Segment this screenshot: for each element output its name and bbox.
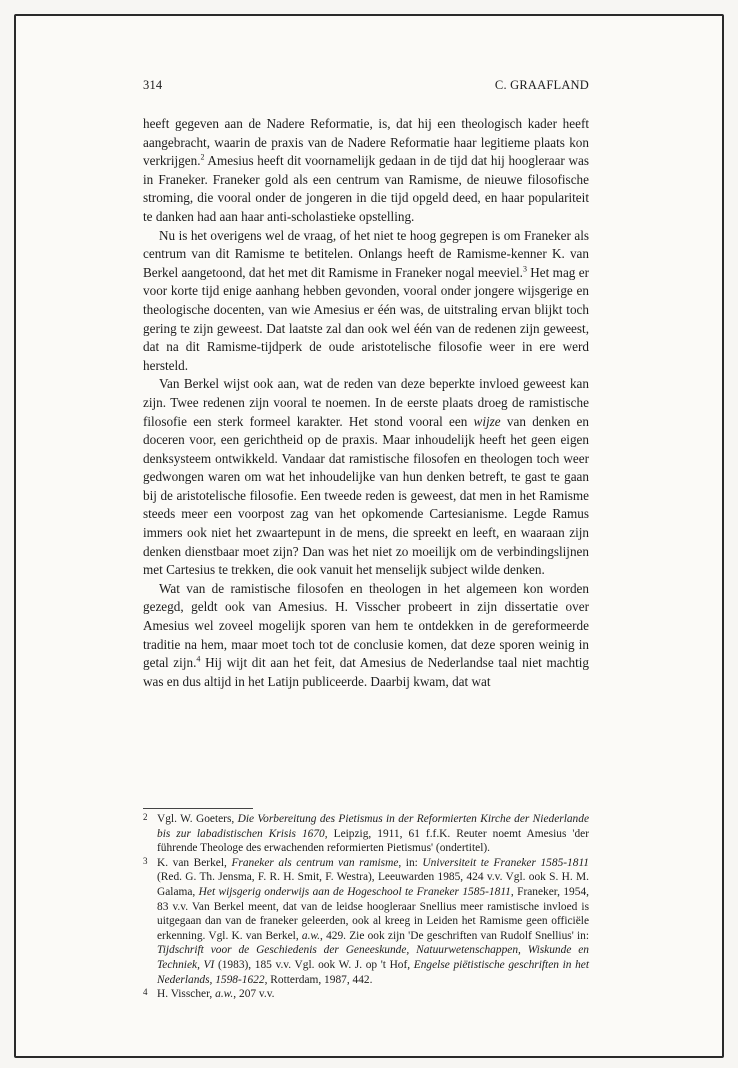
footnotes bbox=[143, 812, 589, 1002]
footnote-ref-4[interactable]: 4 bbox=[196, 654, 201, 664]
running-author: C. GRAAFLAND bbox=[494, 78, 589, 92]
footnote-4: 4 H. Visscher, a.w., 207 v.v. bbox=[143, 987, 275, 1001]
footnote-divider bbox=[143, 808, 253, 809]
footnote-mark: 3 bbox=[143, 855, 148, 866]
footnote-3: 3 K. van Berkel, Franeker als centrum van ramisme, in: Universiteit te Franeker 1585-1811 (Red. G. Th. Jensma, F. R. H. Smit, F. Westra), Leeuwarden 1985, 424 v.v. Vgl. ook S. H. M. Galama, Het wijsgerig onderwijs aan de Hogeschool te Franeker 1585-1811, Franeker, 1954, 83 v.v. Van Berkel meent, dat van de leidse hoogleraar Snellius meer ramistische invloed is uitgegaan dan van de franeker geleerden, ook al kreeg in Leiden het Ramisme geen officiële erkenning. Vgl. K. van Berkel, a.w., 429. Zie ook zijn 'De geschriften van Rudolf Snellius' in: Tijdschrift voor de Geschiedenis der Geneeskunde, Natuurwetenschappen, Wiskunde en Techniek, VI (1983), 185 v.v. Vgl. ook W. J. op 't Hof, Engelse piëtistische geschriften in het Nederlands, 1598-1622, Rotterdam, 1987, 442. bbox=[143, 855, 590, 986]
body-text bbox=[143, 115, 589, 691]
paragraph-2: Nu is het overigens wel de vraag, of het niet te hoog gegrepen is om Franeker als centrum van dit Ramisme te betitelen. Onlangs heeft de Ramisme-kenner K. van Berkel aangetoond, dat het met dit Ramisme in Franeker nogal meeviel.$^3$ Het mag er voor korte tijd enige aanhang hebben gevonden, vooral onder jongere wijsgerige en theologische docenten, van wie Amesius er één was, de uitstraling ervan blijkt toch gering te zijn geweest. Dat laatste zal dan ook wel één van de redenen zijn geweest, dat na dit Ramisme-tijdperk de oude aristotelische filosofie weer in ere werd hersteld. bbox=[143, 227, 589, 373]
page-number: 314 bbox=[143, 78, 163, 92]
running-header bbox=[143, 78, 589, 96]
paragraph-4: Wat van de ramistische filosofen en theologen in het algemeen kon worden gezegd, geldt ook van Amesius. H. Visscher probeert in zijn dissertatie over Amesius wel zoveel mogelijk sporen van hem te ontdekken in de gereformeerde traditie na hem, maar moet toch tot de conclusie komen, dat deze sporen weinig in getal zijn.$^4$ Hij wijt dit aan het feit, dat Amesius de Nederlandse taal niet machtig was en dus altijd in het Latijn publiceerde. Daarbij kwam, dat wat bbox=[143, 580, 590, 689]
paragraph-1: heeft gegeven aan de Nadere Reformatie, is, dat hij een theologisch kader heeft aangebracht, waarin de praxis van de Nadere Reformatie haar legitieme plaats kon verkrijgen.$^2$ Amesius heeft dit voornamelijk gedaan in de tijd dat hij hoogleraar was in Franeker. Franeker gold als een centrum van Ramisme, de nieuwe filosofische stroming, die vooral onder de jongeren in die tijd opgeld deed, en haar populariteit te danken had aan haar anti-scholastieke opstelling. bbox=[143, 116, 589, 224]
paragraph-3: Van Berkel wijst ook aan, wat de reden van deze beperkte invloed geweest kan zijn. Twee redenen zijn vooral te noemen. In de eerste plaats droeg de ramistische filosofie een sterk formeel karakter. Het stond vooral een wijze van denken en doceren voor, een gerichtheid op de praxis. Maar inhoudelijk heeft het geen eigen denksysteem ontwikkeld. Vandaar dat ramistische filosofen en theologen toch weer gedwongen waren om wat het inhoudelijke van hun denken betreft, te gast te gaan bij de aristotelische filosofie. Een tweede reden is geweest, dat men in het Ramisme steeds meer een voorpost zag van het opkomende Cartesianisme. Legde Ramus immers ook niet het zwaartepunt in de mens, die spreekt en leeft, en waaraan zijn denken dienstbaar moet zijn? Dan was het niet zo moeilijk om de verbindingslijnen met Cartesius te trekken, die ook vanuit het menselijk subject wilde denken. bbox=[143, 376, 589, 578]
footnote-ref-2[interactable]: 2 bbox=[200, 152, 205, 162]
footnote-mark: 4 bbox=[143, 987, 148, 998]
footnote-mark: 2 bbox=[143, 812, 148, 822]
footnote-ref-3[interactable]: 3 bbox=[522, 264, 527, 274]
footnote-2: 2 Vgl. W. Goeters, Die Vorbereitung des Pietismus in der Reformierten Kirche der Niederlande bis zur labadistischen Krisis 1670, Leipzig, 1911, 61 f.f.K. Reuter noemt Amesius 'der führende Theologe des erwachenden reformierten Pietismus' (ondertitel). bbox=[143, 812, 589, 855]
